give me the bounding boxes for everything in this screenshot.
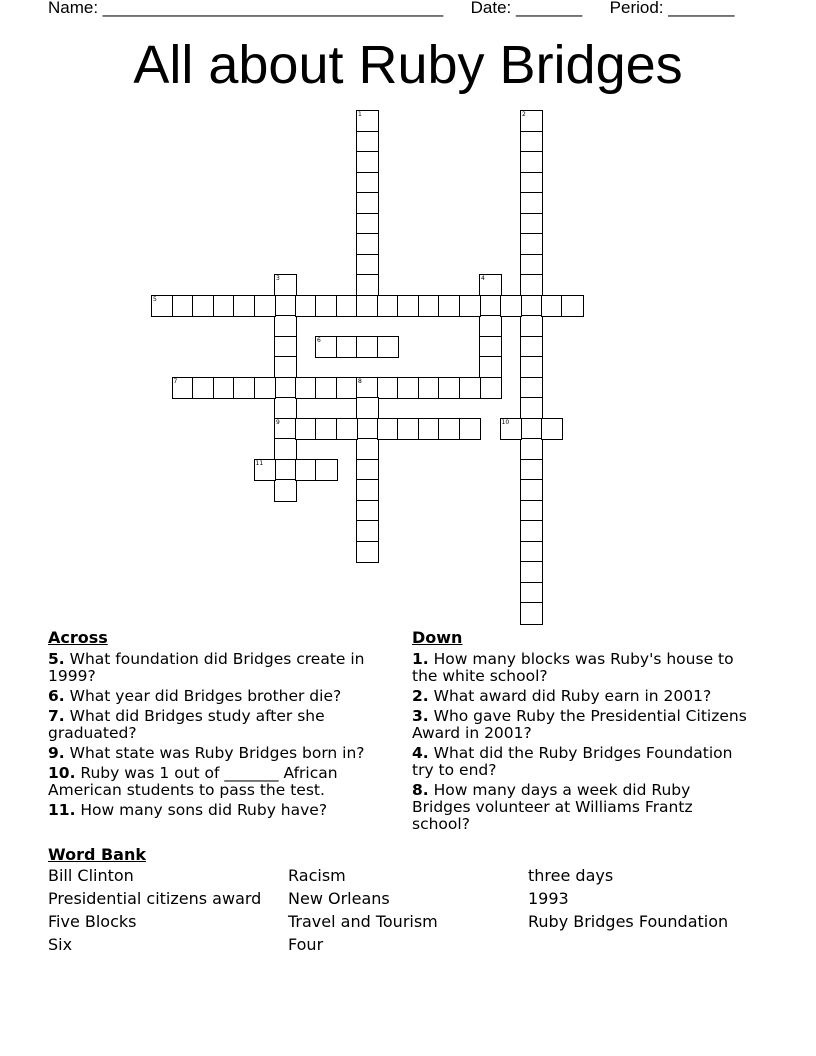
crossword-cell[interactable] bbox=[274, 479, 297, 502]
crossword-cell[interactable] bbox=[295, 377, 318, 400]
crossword-cell[interactable] bbox=[479, 336, 502, 359]
crossword-cell[interactable] bbox=[520, 500, 543, 523]
word-bank-item: Bill Clinton bbox=[48, 866, 134, 885]
header-line bbox=[48, 0, 788, 18]
down-clues bbox=[412, 628, 748, 836]
crossword-cell[interactable] bbox=[397, 418, 420, 441]
crossword-cell[interactable] bbox=[520, 295, 543, 318]
across-clue bbox=[48, 765, 384, 799]
crossword-cell[interactable] bbox=[356, 110, 379, 133]
crossword-cell[interactable] bbox=[479, 315, 502, 338]
crossword-cell[interactable] bbox=[356, 541, 379, 564]
cell-number: 3 bbox=[276, 275, 280, 282]
clue-number: 4. bbox=[412, 744, 429, 762]
crossword-cell[interactable] bbox=[356, 479, 379, 502]
crossword-cell[interactable] bbox=[274, 336, 297, 359]
crossword-cell[interactable] bbox=[336, 418, 359, 441]
crossword-cell[interactable] bbox=[274, 274, 297, 297]
crossword-cell[interactable] bbox=[520, 582, 543, 605]
crossword-cell[interactable] bbox=[356, 397, 379, 420]
crossword-cell[interactable] bbox=[233, 295, 256, 318]
crossword-cell[interactable] bbox=[192, 295, 215, 318]
crossword-cell[interactable] bbox=[213, 295, 236, 318]
across-clue bbox=[48, 688, 384, 705]
crossword-cell[interactable] bbox=[520, 520, 543, 543]
down-clue-list bbox=[412, 651, 748, 833]
down-clue bbox=[412, 708, 748, 742]
word-bank-item: Ruby Bridges Foundation bbox=[528, 912, 729, 931]
word-bank-item: three days bbox=[528, 866, 614, 885]
crossword-cell[interactable] bbox=[520, 602, 543, 625]
cell-number: 5 bbox=[153, 295, 157, 303]
word-bank-item: Five Blocks bbox=[48, 912, 137, 931]
clue-text: Ruby was 1 out of _______ African American students to pass the test. bbox=[48, 764, 338, 799]
clue-number: 8. bbox=[412, 781, 429, 799]
crossword-cell[interactable] bbox=[356, 233, 379, 256]
clue-text: What did Bridges study after she graduated? bbox=[48, 707, 325, 742]
cell-number: 7 bbox=[173, 377, 178, 385]
clue-number: 9. bbox=[48, 744, 65, 762]
crossword-cell[interactable] bbox=[356, 520, 379, 543]
across-clue bbox=[48, 802, 384, 819]
crossword-cell[interactable] bbox=[315, 418, 338, 441]
crossword-cell[interactable] bbox=[438, 377, 461, 400]
crossword-cell[interactable] bbox=[500, 418, 523, 441]
crossword-cell[interactable] bbox=[356, 131, 379, 154]
crossword-cell[interactable] bbox=[377, 377, 400, 400]
across-clue bbox=[48, 651, 384, 685]
crossword-cell[interactable] bbox=[520, 233, 543, 256]
crossword-cell[interactable] bbox=[192, 377, 215, 400]
crossword-cell[interactable] bbox=[438, 418, 461, 441]
word-bank-item: Racism bbox=[288, 866, 346, 885]
crossword-cell[interactable] bbox=[274, 295, 297, 318]
crossword-cell[interactable] bbox=[520, 192, 543, 215]
clue-number: 1. bbox=[412, 650, 429, 668]
crossword-cell[interactable] bbox=[356, 377, 379, 400]
crossword-cell[interactable] bbox=[520, 459, 543, 482]
crossword-cell[interactable] bbox=[520, 561, 543, 584]
crossword-cell[interactable] bbox=[274, 356, 297, 379]
crossword-cell[interactable] bbox=[520, 479, 543, 502]
crossword-cell[interactable] bbox=[315, 336, 338, 359]
crossword-cell[interactable] bbox=[520, 541, 543, 564]
crossword-cell[interactable] bbox=[561, 295, 584, 318]
crossword-cell[interactable] bbox=[520, 377, 543, 400]
crossword-cell[interactable] bbox=[356, 151, 379, 174]
crossword-cell[interactable] bbox=[336, 377, 359, 400]
crossword-cell[interactable] bbox=[356, 438, 379, 461]
crossword-cell[interactable] bbox=[274, 418, 297, 441]
across-clue bbox=[48, 745, 384, 762]
crossword-cell[interactable] bbox=[213, 377, 236, 400]
crossword-cell[interactable] bbox=[151, 295, 174, 318]
cell-number: 10 bbox=[501, 418, 510, 426]
crossword-cell[interactable] bbox=[172, 295, 195, 318]
down-clue bbox=[412, 688, 748, 705]
crossword-cell[interactable] bbox=[520, 336, 543, 359]
crossword-cell[interactable] bbox=[520, 418, 543, 441]
clue-number: 3. bbox=[412, 707, 429, 725]
crossword-cell[interactable] bbox=[274, 315, 297, 338]
crossword-cell[interactable] bbox=[172, 377, 195, 400]
crossword-cell[interactable] bbox=[500, 295, 523, 318]
crossword-cell[interactable] bbox=[295, 418, 318, 441]
clue-text: What year did Bridges brother die? bbox=[64, 687, 342, 705]
clue-text: How many blocks was Ruby's house to the white school? bbox=[412, 650, 734, 685]
crossword-cell[interactable] bbox=[520, 397, 543, 420]
down-clue bbox=[412, 651, 748, 685]
word-bank bbox=[48, 866, 788, 955]
crossword-cell[interactable] bbox=[356, 336, 379, 359]
crossword-cell[interactable] bbox=[479, 377, 502, 400]
crossword-cell[interactable] bbox=[520, 110, 543, 133]
word-bank-item: New Orleans bbox=[288, 889, 390, 908]
crossword-cell[interactable] bbox=[459, 295, 482, 318]
crossword-cell[interactable] bbox=[356, 213, 379, 236]
crossword-cell[interactable] bbox=[520, 213, 543, 236]
clue-text: What foundation did Bridges create in 1999? bbox=[48, 650, 365, 685]
crossword-cell[interactable] bbox=[377, 336, 400, 359]
clue-text: What award did Ruby earn in 2001? bbox=[428, 687, 712, 705]
crossword-cell[interactable] bbox=[356, 418, 379, 441]
word-bank-item: Six bbox=[48, 935, 73, 954]
crossword-cell[interactable] bbox=[254, 459, 277, 482]
crossword-cell[interactable] bbox=[254, 295, 277, 318]
crossword-cell[interactable] bbox=[479, 295, 502, 318]
crossword-cell[interactable] bbox=[418, 418, 441, 441]
clue-number: 2. bbox=[412, 687, 429, 705]
clue-text: How many days a week did Ruby Bridges volunteer at Williams Frantz school? bbox=[412, 781, 693, 833]
cell-number: 8 bbox=[358, 377, 362, 385]
crossword-cell[interactable] bbox=[356, 459, 379, 482]
crossword-cell[interactable] bbox=[336, 336, 359, 359]
crossword-cell[interactable] bbox=[295, 295, 318, 318]
clue-number: 11. bbox=[48, 801, 76, 819]
clue-number: 5. bbox=[48, 650, 65, 668]
crossword-cell[interactable] bbox=[541, 295, 564, 318]
crossword-cell[interactable] bbox=[274, 377, 297, 400]
name-field-label[interactable]: Name: ____________________________________ bbox=[48, 0, 444, 17]
crossword-cell[interactable] bbox=[356, 172, 379, 195]
down-clue bbox=[412, 782, 748, 833]
period-field-label[interactable]: Period: _______ bbox=[609, 0, 735, 17]
down-heading: Down bbox=[412, 628, 463, 647]
clue-text: What did the Ruby Bridges Foundation try to end? bbox=[412, 744, 733, 779]
across-clue-list bbox=[48, 651, 384, 819]
crossword-cell[interactable] bbox=[479, 274, 502, 297]
crossword-cell[interactable] bbox=[377, 418, 400, 441]
down-clue bbox=[412, 745, 748, 779]
cell-number: 11 bbox=[255, 459, 264, 467]
across-clue bbox=[48, 708, 384, 742]
across-clues bbox=[48, 628, 384, 822]
clue-text: Who gave Ruby the Presidential Citizens Award in 2001? bbox=[412, 707, 747, 742]
crossword-cell[interactable] bbox=[520, 315, 543, 338]
crossword-cell[interactable] bbox=[479, 356, 502, 379]
crossword-cell[interactable] bbox=[520, 274, 543, 297]
clue-number: 6. bbox=[48, 687, 65, 705]
clue-text: What state was Ruby Bridges born in? bbox=[64, 744, 365, 762]
crossword-cell[interactable] bbox=[418, 377, 441, 400]
crossword-cell[interactable] bbox=[233, 377, 256, 400]
word-bank-item: 1993 bbox=[528, 889, 569, 908]
crossword-cell[interactable] bbox=[520, 356, 543, 379]
crossword-cell[interactable] bbox=[356, 500, 379, 523]
crossword-cell[interactable] bbox=[520, 172, 543, 195]
crossword-cell[interactable] bbox=[315, 459, 338, 482]
crossword-cell[interactable] bbox=[356, 254, 379, 277]
crossword-cell[interactable] bbox=[274, 397, 297, 420]
clue-number: 10. bbox=[48, 764, 76, 782]
cell-number: 6 bbox=[317, 336, 321, 344]
crossword-cell[interactable] bbox=[397, 377, 420, 400]
cell-number: 9 bbox=[276, 418, 280, 426]
crossword-cell[interactable] bbox=[254, 377, 277, 400]
crossword-cell[interactable] bbox=[274, 459, 297, 482]
crossword-cell[interactable] bbox=[541, 418, 564, 441]
crossword-cell[interactable] bbox=[520, 438, 543, 461]
crossword-cell[interactable] bbox=[418, 295, 441, 318]
crossword-cell[interactable] bbox=[274, 438, 297, 461]
page-title: All about Ruby Bridges bbox=[133, 35, 683, 95]
date-field-label[interactable]: Date: _______ bbox=[470, 0, 583, 17]
clue-number: 7. bbox=[48, 707, 65, 725]
across-heading: Across bbox=[48, 628, 108, 647]
crossword-cell[interactable] bbox=[520, 254, 543, 277]
crossword-cell[interactable] bbox=[459, 377, 482, 400]
crossword-cell[interactable] bbox=[315, 295, 338, 318]
crossword-cell[interactable] bbox=[295, 459, 318, 482]
crossword-cell[interactable] bbox=[336, 295, 359, 318]
crossword-cell[interactable] bbox=[356, 274, 379, 297]
word-bank-item: Four bbox=[288, 935, 324, 954]
crossword-cell[interactable] bbox=[520, 131, 543, 154]
cell-number: 4 bbox=[481, 275, 485, 282]
cell-number: 2 bbox=[522, 111, 526, 118]
crossword-cell[interactable] bbox=[315, 377, 338, 400]
crossword-cell[interactable] bbox=[377, 295, 400, 318]
crossword-cell[interactable] bbox=[520, 151, 543, 174]
crossword-cell[interactable] bbox=[356, 192, 379, 215]
clue-text: How many sons did Ruby have? bbox=[75, 801, 328, 819]
cell-number: 1 bbox=[358, 111, 362, 118]
word-bank-item: Travel and Tourism bbox=[288, 912, 438, 931]
word-bank-item: Presidential citizens award bbox=[48, 889, 262, 908]
crossword-cell[interactable] bbox=[356, 295, 379, 318]
crossword-cell[interactable] bbox=[438, 295, 461, 318]
crossword-cell[interactable] bbox=[397, 295, 420, 318]
crossword-cell[interactable] bbox=[459, 418, 482, 441]
word-bank-heading: Word Bank bbox=[48, 845, 147, 864]
